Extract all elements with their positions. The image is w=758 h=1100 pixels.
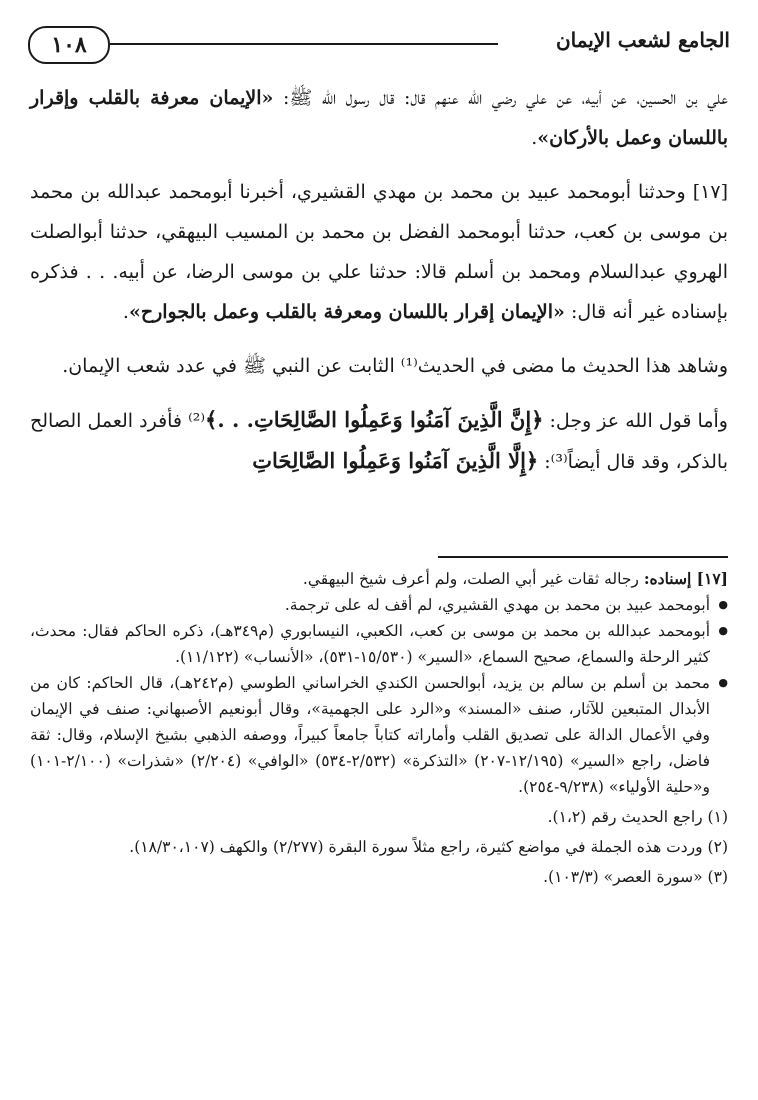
footnote-1: (١) راجع الحديث رقم (١،٢). (547, 808, 728, 826)
main-text (30, 78, 728, 496)
footnote-2: (٢) وردت هذه الجملة في مواضع كثيرة، راجع مثلاً سورة البقرة (٢/٢٧٧) والكهف (١٨/٣٠،١٠٧). (129, 838, 728, 856)
footnote-divider (438, 556, 728, 558)
paragraph-1 (30, 78, 728, 158)
p1-intro: علي بن الحسين، عن أبيه، عن علي رضي الله عنهم قال: قال رسول الله ﷺ: (273, 87, 729, 109)
quran-verse-1: ﴿إِنَّ الَّذِينَ آمَنُوا وَعَمِلُوا الصَّالِحَاتِ. . .﴾ (205, 407, 544, 432)
p2-text: [١٧] وحدثنا أبومحمد عبيد بن محمد بن مهدي القشيري، أخبرنا أبومحمد عبدالله بن محمد بن موسى بن كعب، حدثنا أبومحمد الفضل بن محمد بن المسيب البيهقي، حدثنا أبوالصلت الهروي عبدالسلام ومحمد بن أسلم قالا: حدثنا علي بن موسى الرضا، عن أبيه. . . فذكره بإسناده غير أنه قال: (30, 181, 728, 323)
p4-mid: ⁽²⁾ فأفرد العمل الصالح بالذكر، وقد قال أيضاً⁽³⁾: (30, 410, 728, 473)
p2-hadith-quote: «الإيمان إقرار باللسان ومعرفة بالقلب وعمل بالجوارح» (128, 301, 565, 323)
paragraph-4 (30, 400, 728, 482)
p2-end: . (122, 301, 129, 323)
narrator-note-1: ● أبومحمد عبيد بن محمد بن مهدي القشيري، لم أقف له على ترجمة. (30, 592, 728, 618)
book-title: الجامع لشعب الإيمان (555, 28, 730, 52)
narrator-note-3: ● محمد بن أسلم بن سالم بن يزيد، أبوالحسن الكندي الخراساني الطوسي (م٢٤٢هـ)، قال الحاكم: كان من الأبدال المتبعين للآثار، صنف «المسند» و«الرد على الجهمية»، وقال أبونعيم الأصبهاني: صنف في الإيمان وفي الأعمال الدالة على تصديق القلب وأماراته كتاباً جامعاً كبيراً، ووصفه الذهبي بشيخ الإسلام، وقال: ثقة فاضل، راجع «السير» (١٢/١٩٥-٢٠٧) «التذكرة» (٢/٥٣٢-٥٣٤) «الوافي» (٢/٢٠٤) «شذرات» (٢/١٠٠-١٠١) و«حلية الأولياء» (٩/٢٣٨-٢٥٤). (30, 670, 728, 800)
quran-verse-2: ﴿إِلَّا الَّذِينَ آمَنُوا وَعَمِلُوا الصَّالِحَاتِ (252, 448, 539, 473)
p4-intro: وأما قول الله عز وجل: (543, 410, 728, 432)
isnad-text: رجاله ثقات غير أبي الصلت، ولم أعرف شيخ البيهقي. (302, 570, 644, 588)
p1-end: . (531, 127, 538, 149)
footnotes (30, 566, 728, 890)
paragraph-3: وشاهد هذا الحديث ما مضى في الحديث⁽¹⁾ الثابت عن النبي ﷺ في عدد شعب الإيمان. (62, 355, 728, 377)
page-number: ١٠٨ (28, 26, 110, 64)
narrator-note-2: ● أبومحمد عبدالله بن محمد بن موسى بن كعب، الكعبي، النيسابوري (م٣٤٩هـ)، ذكره الحاكم فقال: محدث، كثير الرحلة والسماع، صحيح السماع، «السير» (١٥/٥٣٠-٥٣١)، «الأنساب» (١١/١٢٢). (30, 618, 728, 670)
isnad-note (30, 566, 728, 592)
isnad-label: [١٧] إسناده: (643, 569, 728, 588)
p1-hadith-quote: «الإيمان معرفة بالقلب وإقرار باللسان وعمل بالأركان» (30, 87, 728, 149)
paragraph-2 (30, 172, 728, 332)
header-divider (108, 43, 498, 45)
page-header (28, 24, 730, 68)
footnote-3: (٣) «سورة العصر» (١٠٣/٣). (543, 868, 728, 886)
